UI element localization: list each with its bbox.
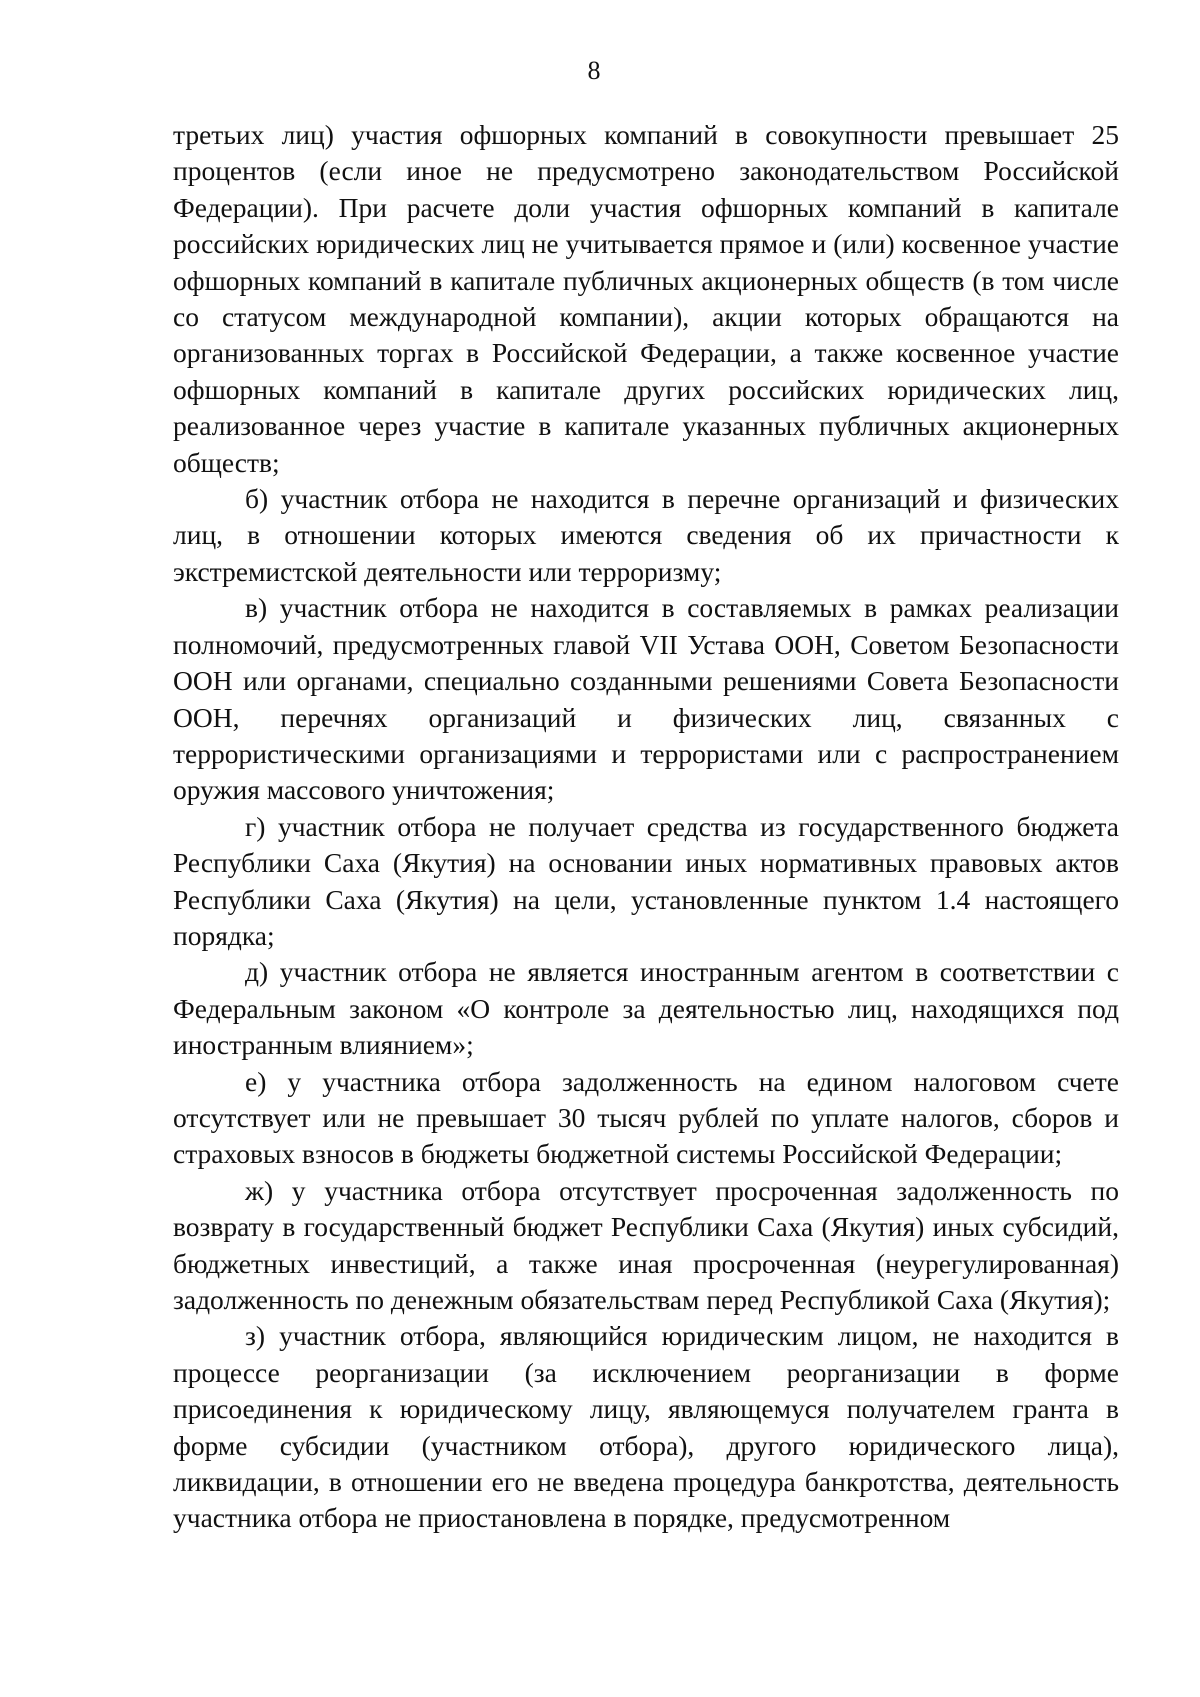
paragraph-d-not-foreign-agent: д) участник отбора не является иностранным агентом в соответствии с Федеральным законом «О контроле за деятельностью лиц, находящихся под иностранным влиянием»; [173,956,1119,1061]
paragraph-e-tax-debt: е) у участника отбора задолженность на едином налоговом счете отсутствует или не превышает 30 тысяч рублей по уплате налогов, сборов и страховых взносов в бюджеты бюджетной системы Российской Федерации; [173,1065,1119,1170]
paragraph-zh-overdue-debt: ж) у участника отбора отсутствует просроченная задолженность по возврату в государственный бюджет Республики Саха (Якутия) иных субсидий, бюджетных инвестиций, а также иная просроченная (неурегулированная) задолженность по денежным обязательствам перед Республикой Саха (Якутия); [173,1174,1119,1315]
paragraph-g-no-other-budget-funds: г) участник отбора не получает средства из государственного бюджета Республики Саха (Якутия) на основании иных нормативных правовых актов Республики Саха (Якутия) на цели, установленные пунктом 1.4 настоящего порядка; [173,810,1119,951]
paragraph-z-reorganization: з) участник отбора, являющийся юридическим лицом, не находится в процессе реорганизации (за исключением реорганизации в форме присоединения к юридическому лицу, являющемуся получателем гранта в форме субсидии (участником отбора), другого юридического лица), ликвидации, в отношении его не введена процедура банкротства, деятельность участника отбора не приостановлена в порядке, предусмотренном [173,1320,1119,1534]
paragraph-offshore-participation: третьих лиц) участия офшорных компаний в совокупности превышает 25 процентов (если иное не предусмотрено законодательством Российской Федерации). При расчете доли участия офшорных компаний в капитале российских юридических лиц не учитывается прямое и (или) косвенное участие офшорных компаний в капитале публичных акционерных обществ (в том числе со статусом международной компании), акции которых обращаются на организованных торгах в Российской Федерации, а также косвенное участие офшорных компаний в капитале других российских юридических лиц, реализованное через участие в капитале указанных публичных акционерных обществ; [173,119,1119,478]
paragraph-v-un-sanctions-list: в) участник отбора не находится в составляемых в рамках реализации полномочий, предусмотренных главой VII Устава ООН, Советом Безопасности ООН или органами, специально созданными решениями Совета Безопасности ООН, перечнях организаций и физических лиц, связанных с террористическими организациями и террористами или с распространением оружия массового уничтожения; [173,592,1119,806]
page-number: 8 [587,56,601,85]
paragraph-b-extremism-list: б) участник отбора не находится в перечне организаций и физических лиц, в отношении которых имеются сведения об их причастности к экстремистской деятельности или терроризму; [173,483,1119,587]
document-body [173,117,1119,1537]
